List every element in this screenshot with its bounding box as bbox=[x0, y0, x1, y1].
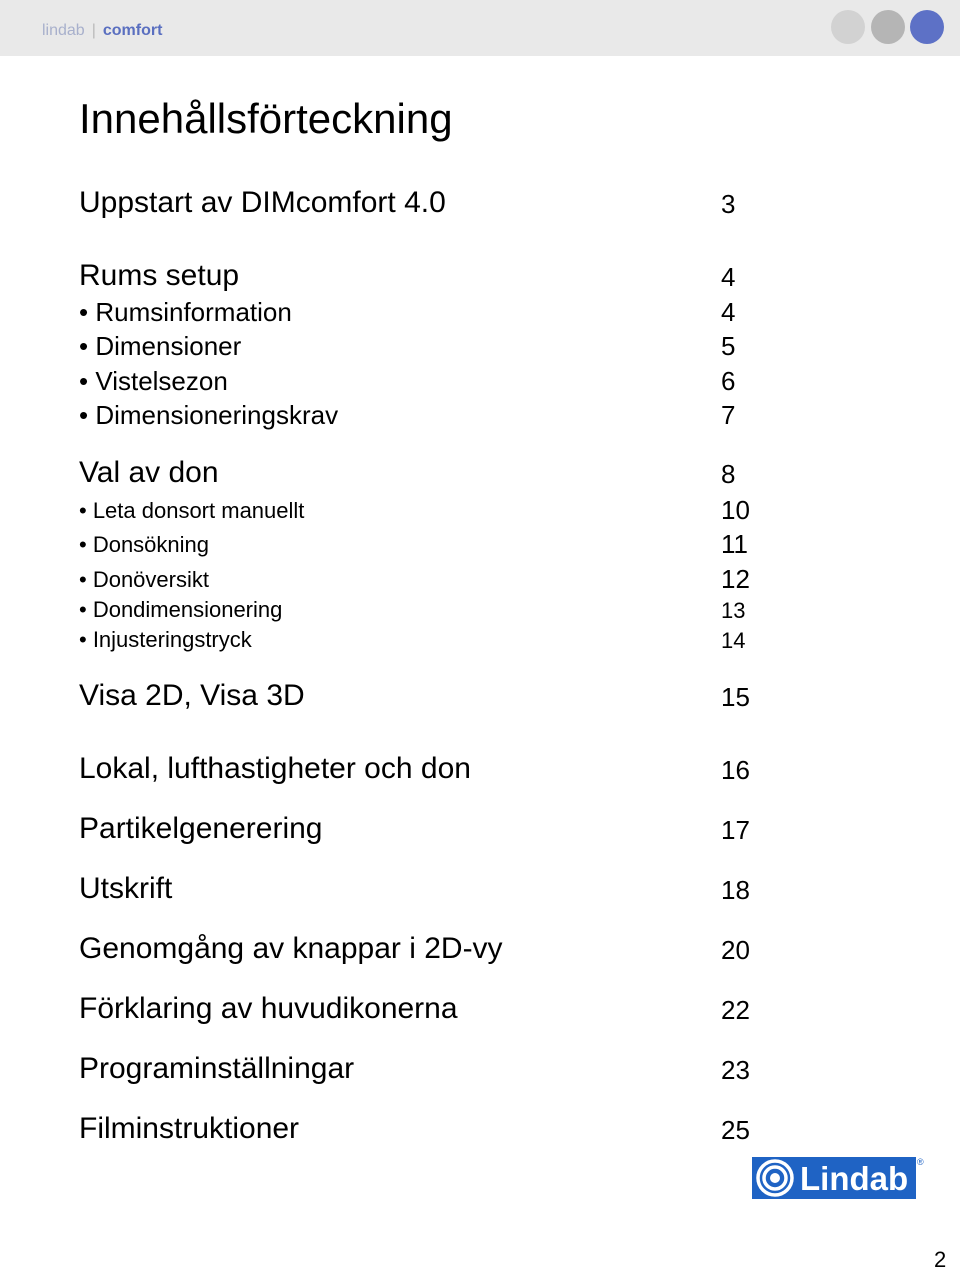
toc-subentry-label: • Dondimensionering bbox=[79, 597, 283, 622]
toc-entry-page: 17 bbox=[721, 815, 750, 845]
logo-wordmark: Lindab bbox=[800, 1160, 909, 1197]
toc-subentry-label: • Dimensioneringskrav bbox=[79, 400, 339, 430]
toc-subentry-page: 10 bbox=[721, 495, 750, 525]
toc-subentry-page: 5 bbox=[721, 331, 736, 361]
lindab-logo-graphic bbox=[752, 1155, 924, 1201]
toc-subentry-page: 4 bbox=[721, 297, 736, 327]
toc-entry-page: 16 bbox=[721, 755, 750, 785]
toc-entry-page: 18 bbox=[721, 875, 750, 905]
logo-registered-mark: ® bbox=[917, 1157, 924, 1167]
brand-separator: | bbox=[91, 22, 96, 39]
toc-entry-page: 20 bbox=[721, 935, 750, 965]
toc-entry-page: 25 bbox=[721, 1115, 750, 1145]
header-bar bbox=[0, 0, 960, 56]
toc-subentry-label: • Donsökning bbox=[79, 532, 210, 557]
toc-subentry-page: 6 bbox=[721, 366, 736, 396]
toc-entry-page: 4 bbox=[721, 262, 736, 292]
decor-circle-blue bbox=[910, 10, 944, 44]
toc-subentry-page: 14 bbox=[721, 628, 746, 653]
toc-entry-label: Genomgång av knappar i 2D-vy bbox=[79, 932, 503, 965]
toc-entry-label: Programinställningar bbox=[79, 1052, 355, 1085]
toc-entry-label: Utskrift bbox=[79, 872, 173, 905]
toc-subentry-page: 12 bbox=[721, 564, 750, 594]
toc-entry-page: 22 bbox=[721, 995, 750, 1025]
toc-subentry-page: 11 bbox=[721, 529, 748, 559]
toc-entry-label: Filminstruktioner bbox=[79, 1112, 300, 1145]
page-title: Innehållsförteckning bbox=[79, 95, 453, 142]
toc-entry-page: 3 bbox=[721, 189, 736, 219]
brand-text bbox=[42, 22, 162, 40]
decor-circle-light bbox=[831, 10, 865, 44]
toc-subentry-label: • Leta donsort manuellt bbox=[79, 498, 305, 523]
toc-subentry-label: • Donöversikt bbox=[79, 567, 209, 592]
toc-entry-label: Förklaring av huvudikonerna bbox=[79, 992, 458, 1025]
toc-entry-page: 15 bbox=[721, 682, 750, 712]
brand-comfort: comfort bbox=[102, 22, 163, 39]
logo-ring-center bbox=[770, 1173, 780, 1183]
toc-entry-label: Rums setup bbox=[79, 259, 240, 292]
toc-entry-page: 23 bbox=[721, 1055, 750, 1085]
toc-entry-label: Lokal, lufthastigheter och don bbox=[79, 752, 471, 785]
toc-subentry-page: 7 bbox=[721, 400, 736, 430]
toc-entry-label: Partikelgenerering bbox=[79, 812, 323, 845]
toc-subentry-label: • Dimensioner bbox=[79, 331, 242, 361]
toc-entry-label: Uppstart av DIMcomfort 4.0 bbox=[79, 186, 446, 219]
toc-subentry-label: • Injusteringstryck bbox=[79, 627, 252, 652]
toc-entry-page: 8 bbox=[721, 459, 736, 489]
toc-subentry-label: • Vistelsezon bbox=[79, 366, 228, 396]
toc-subentry-label: • Rumsinformation bbox=[79, 297, 292, 327]
toc-subentry-page: 13 bbox=[721, 598, 746, 623]
toc-entry-label: Visa 2D, Visa 3D bbox=[79, 679, 305, 712]
toc-entry-label: Val av don bbox=[79, 456, 219, 489]
page-number: 2 bbox=[934, 1247, 947, 1272]
decor-circle-mid bbox=[871, 10, 905, 44]
lindab-logo bbox=[752, 1155, 924, 1201]
brand-lindab: lindab bbox=[42, 22, 85, 39]
